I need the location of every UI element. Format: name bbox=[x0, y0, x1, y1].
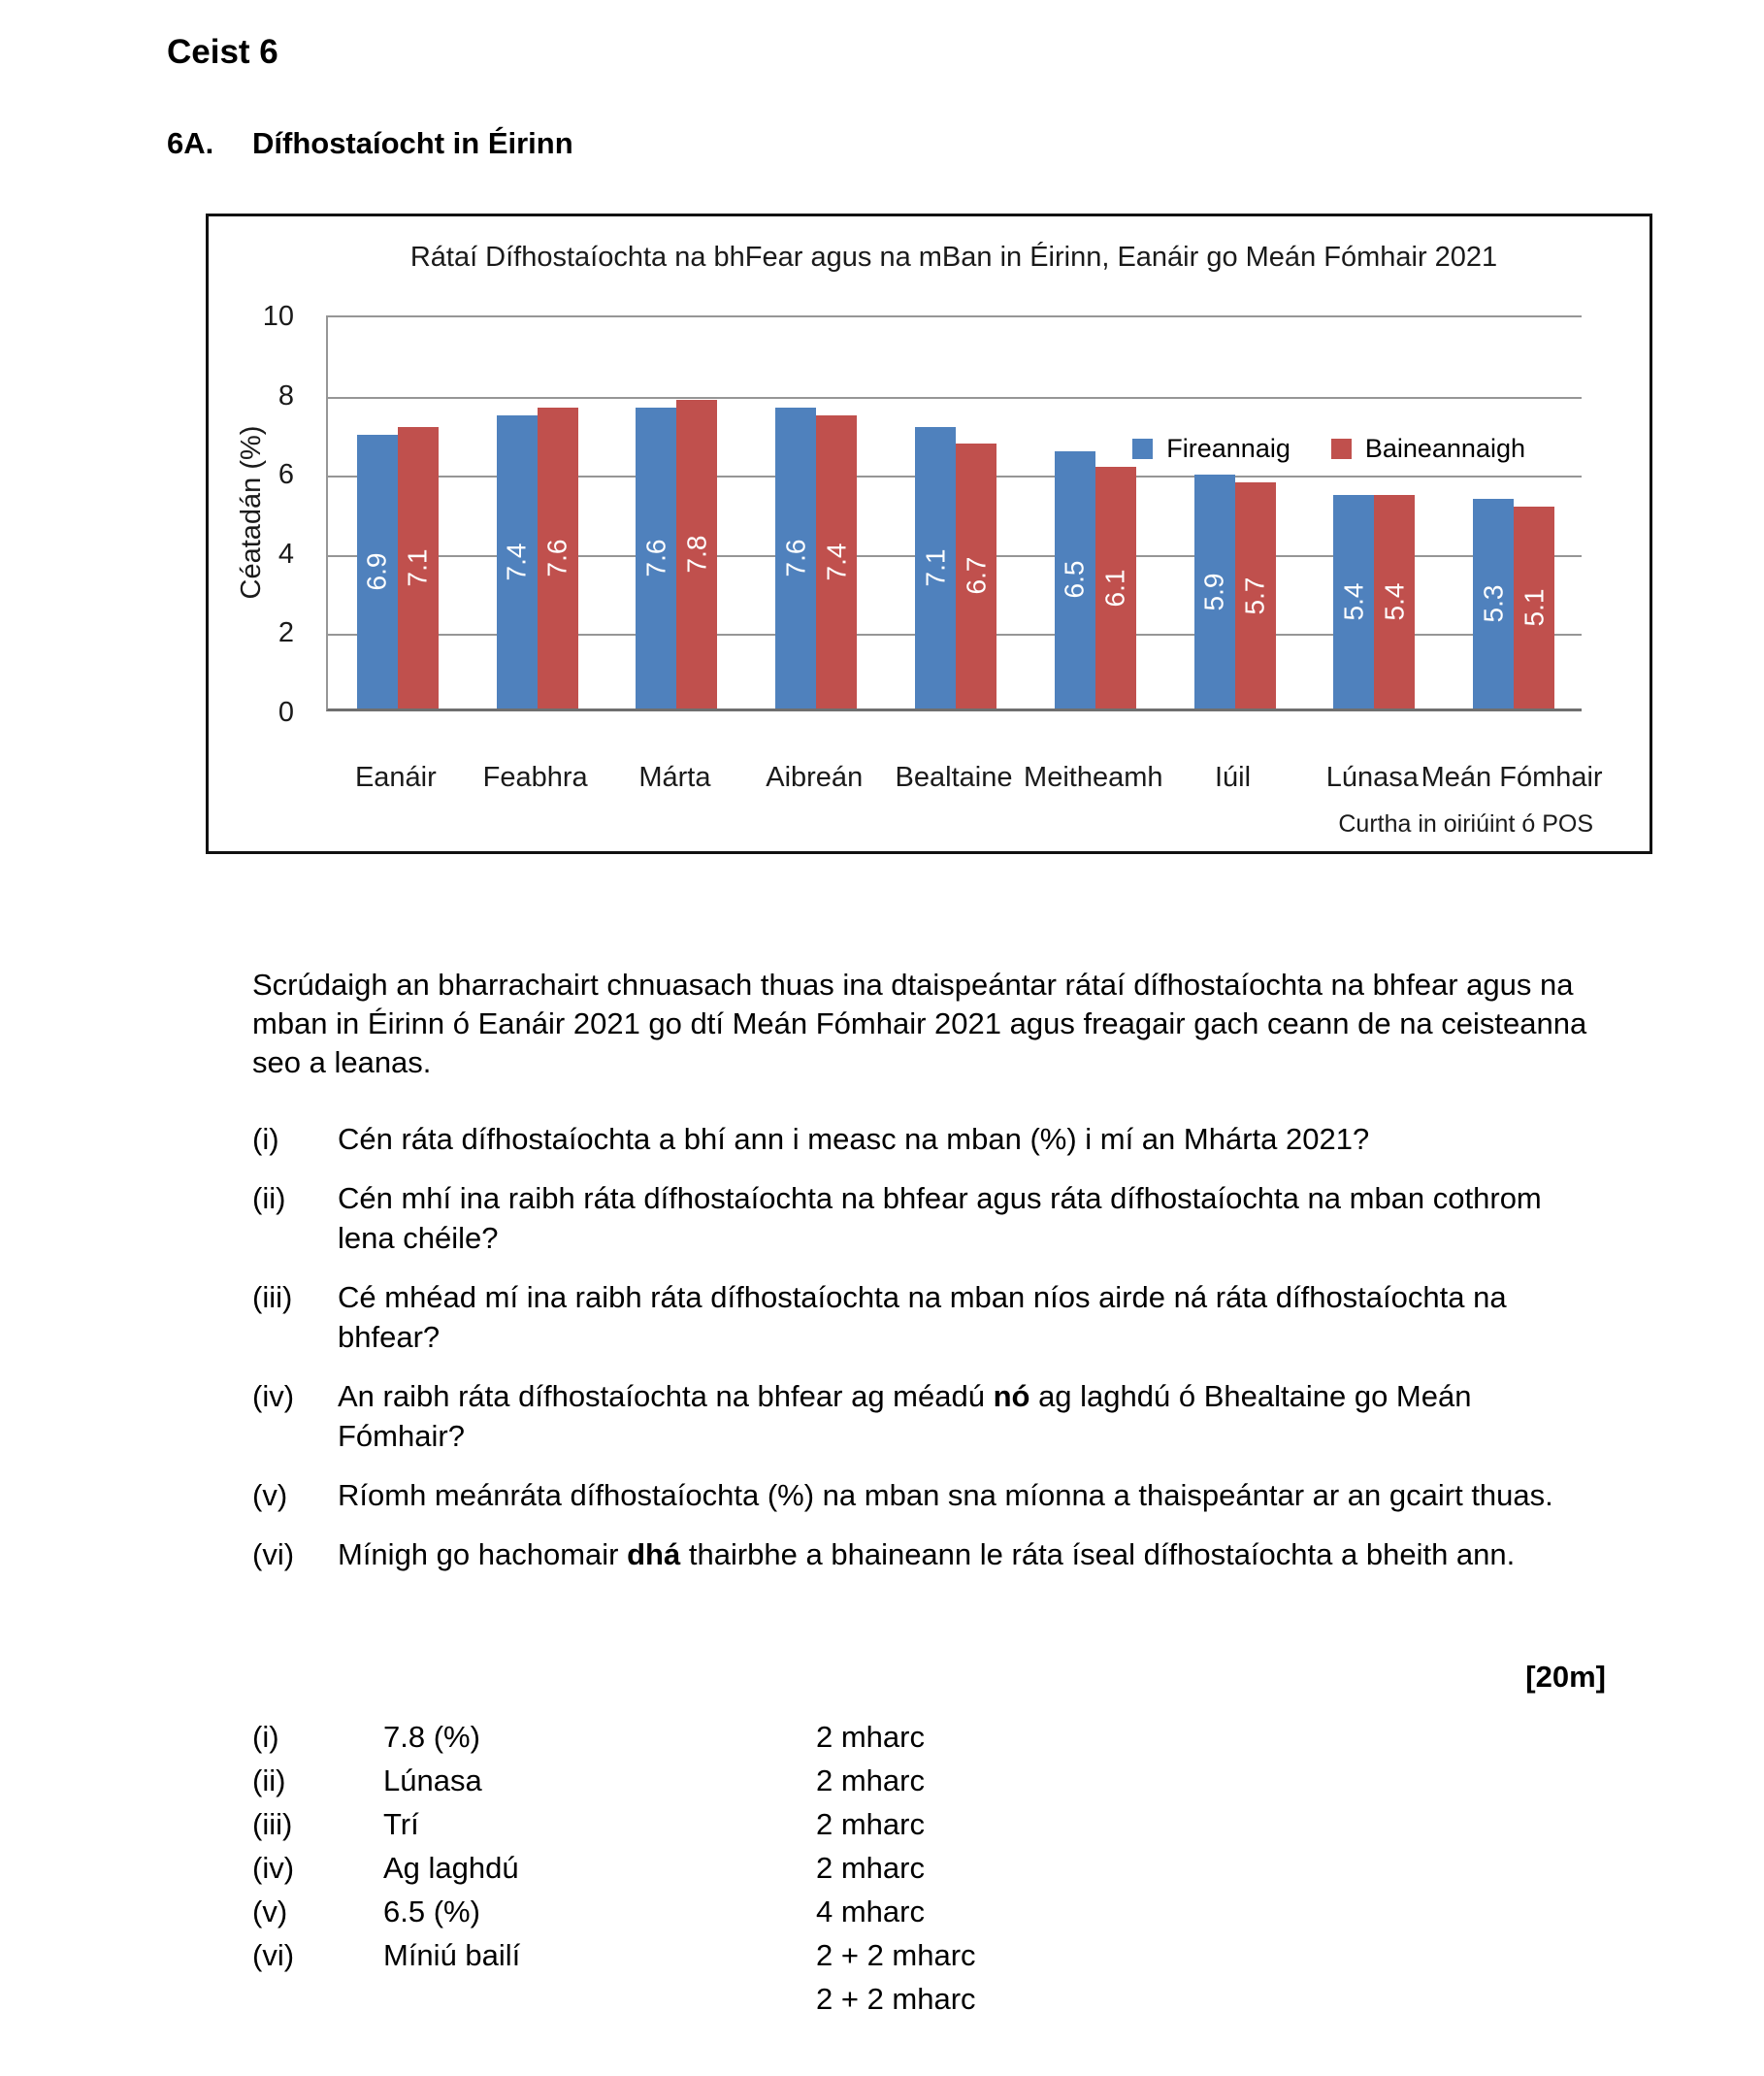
bar-fireannaig-5 bbox=[915, 427, 956, 708]
y-tick-label: 8 bbox=[278, 379, 294, 412]
bar-value-label: 7.4 bbox=[501, 543, 532, 581]
y-tick-label: 0 bbox=[278, 697, 294, 728]
answer-marks: 4 mharc bbox=[816, 1895, 925, 1928]
question-text-segment: ag laghdú ó Bhealtaine go Meán Fómhair? bbox=[338, 1379, 1472, 1453]
bar-value-label: 6.7 bbox=[961, 556, 991, 595]
answer-marks: 2 mharc bbox=[816, 1720, 925, 1754]
question-number: (i) bbox=[252, 1122, 279, 1156]
legend-item-baineannaigh bbox=[1331, 434, 1525, 464]
answer-value: Ag laghdú bbox=[383, 1851, 519, 1885]
bar-fireannaig-2 bbox=[497, 415, 538, 708]
plot-area bbox=[326, 315, 1582, 711]
legend-label: Fireannaig bbox=[1166, 434, 1290, 463]
bar-value-label: 6.9 bbox=[361, 552, 392, 591]
bar-fireannaig-1 bbox=[357, 435, 398, 708]
answer-value: 6.5 (%) bbox=[383, 1895, 480, 1928]
bar-baineannaigh-6 bbox=[1095, 467, 1136, 708]
bar-value-label: 5.3 bbox=[1478, 584, 1509, 623]
bar-baineannaigh-1 bbox=[398, 427, 439, 708]
gridline-8 bbox=[328, 397, 1582, 399]
bar-value-label: 5.1 bbox=[1519, 588, 1550, 627]
chart-title: Rátaí Dífhostaíochta na bhFear agus na mBan in Éirinn, Eanáir go Meán Fómhair 2021 bbox=[409, 242, 1498, 273]
bar-value-label: 5.9 bbox=[1198, 573, 1229, 611]
x-label-2: Feabhra bbox=[482, 762, 588, 793]
bar-baineannaigh-3 bbox=[676, 400, 717, 708]
question-text-segment: An raibh ráta dífhostaíochta na bhfear ag méadú bbox=[338, 1379, 994, 1413]
question-number: (vi) bbox=[252, 1537, 295, 1571]
page-title: Ceist 6 bbox=[167, 33, 278, 71]
question-text bbox=[338, 1178, 1606, 1258]
y-tick-label: 2 bbox=[278, 617, 294, 649]
answer-row bbox=[252, 1938, 1606, 1982]
chart-source-note: Curtha in oiriúint ó POS bbox=[1338, 810, 1593, 838]
answer-row bbox=[252, 1982, 1606, 2026]
bar-value-label: 7.6 bbox=[640, 539, 671, 577]
intro-paragraph: Scrúdaigh an bharrachairt chnuasach thuas ina dtaispeántar rátaí dífhostaíochta na bhfear agus na mban in Éirinn ó Eanáir 2021 go dtí Meán Fómhair 2021 agus freagair gach ceann de na ceisteanna seo a leanas. bbox=[252, 968, 1587, 1079]
section-heading bbox=[167, 126, 573, 161]
answer-value: 7.8 (%) bbox=[383, 1720, 480, 1754]
answer-row bbox=[252, 1763, 1606, 1807]
answer-marks: 2 mharc bbox=[816, 1851, 925, 1885]
question-text bbox=[338, 1534, 1606, 1574]
answer-number: (ii) bbox=[252, 1763, 286, 1797]
x-label-5: Bealtaine bbox=[895, 762, 1013, 793]
chart-legend bbox=[1132, 434, 1525, 464]
question-item-ii bbox=[252, 1178, 1606, 1258]
bar-value-label: 7.1 bbox=[920, 548, 950, 587]
bar-fireannaig-6 bbox=[1055, 451, 1095, 708]
bar-value-label: 5.4 bbox=[1379, 582, 1410, 621]
x-label-4: Aibreán bbox=[766, 762, 864, 793]
answer-value: Trí bbox=[383, 1807, 419, 1841]
question-text bbox=[338, 1475, 1606, 1515]
question-list bbox=[252, 1119, 1606, 1594]
y-tick-label: 4 bbox=[278, 538, 294, 570]
x-label-9: Meán Fómhair bbox=[1421, 762, 1603, 793]
answer-number: (vi) bbox=[252, 1938, 295, 1972]
bar-value-label: 6.5 bbox=[1059, 560, 1090, 599]
x-label-8: Lúnasa bbox=[1325, 762, 1419, 793]
question-number: (ii) bbox=[252, 1181, 286, 1215]
bar-value-label: 6.1 bbox=[1099, 569, 1130, 608]
question-number: (iv) bbox=[252, 1379, 295, 1413]
question-text bbox=[338, 1277, 1606, 1357]
answer-row bbox=[252, 1851, 1606, 1895]
question-bold-word: dhá bbox=[627, 1537, 681, 1571]
answer-row bbox=[252, 1807, 1606, 1851]
answer-key bbox=[252, 1720, 1606, 2026]
question-text-segment: thairbhe a bhaineann le ráta íseal dífhostaíochta a bheith ann. bbox=[680, 1537, 1516, 1571]
question-text-segment: Cén mhí ina raibh ráta dífhostaíochta na bhfear agus ráta dífhostaíochta na mban cothrom lena chéile? bbox=[338, 1181, 1542, 1255]
bar-baineannaigh-8 bbox=[1374, 495, 1415, 708]
bar-value-label: 7.1 bbox=[402, 548, 433, 587]
legend-item-fireannaig bbox=[1132, 434, 1290, 464]
question-item-i bbox=[252, 1119, 1606, 1159]
legend-swatch-icon bbox=[1132, 439, 1153, 459]
x-label-7: Iúil bbox=[1215, 762, 1252, 793]
legend-swatch-icon bbox=[1331, 439, 1352, 459]
bar-fireannaig-7 bbox=[1194, 475, 1235, 708]
question-bold-word: nó bbox=[993, 1379, 1030, 1413]
answer-value: Lúnasa bbox=[383, 1763, 482, 1797]
y-tick-label: 10 bbox=[262, 301, 294, 332]
total-marks: [20m] bbox=[1525, 1660, 1606, 1694]
section-number: 6A. bbox=[167, 126, 214, 160]
legend-label: Baineannaigh bbox=[1364, 434, 1525, 463]
question-item-iii bbox=[252, 1277, 1606, 1357]
bar-baineannaigh-4 bbox=[816, 415, 857, 708]
question-item-vi bbox=[252, 1534, 1606, 1574]
y-axis-title: Céatadán (%) bbox=[236, 425, 267, 600]
answer-row bbox=[252, 1895, 1606, 1938]
question-text-segment: Ríomh meánráta dífhostaíochta (%) na mban sna míonna a thaispeántar ar an gcairt thuas. bbox=[338, 1478, 1553, 1512]
answer-number: (iii) bbox=[252, 1807, 293, 1841]
bar-value-label: 7.4 bbox=[821, 543, 852, 581]
bar-baineannaigh-9 bbox=[1514, 507, 1554, 708]
x-label-3: Márta bbox=[638, 762, 711, 793]
question-text-segment: Mínigh go hachomair bbox=[338, 1537, 628, 1571]
answer-number: (i) bbox=[252, 1720, 279, 1754]
bar-chart bbox=[206, 214, 1652, 854]
answer-marks: 2 + 2 mharc bbox=[816, 1938, 976, 1972]
bar-value-label: 5.7 bbox=[1239, 577, 1270, 615]
answer-marks: 2 mharc bbox=[816, 1807, 925, 1841]
bar-baineannaigh-2 bbox=[538, 408, 578, 708]
question-item-iv bbox=[252, 1376, 1606, 1456]
bar-fireannaig-3 bbox=[636, 408, 676, 708]
bar-value-label: 7.6 bbox=[780, 539, 811, 577]
bar-fireannaig-4 bbox=[775, 408, 816, 708]
question-text-segment: Cé mhéad mí ina raibh ráta dífhostaíochta na mban níos airde ná ráta dífhostaíochta na bhfear? bbox=[338, 1280, 1507, 1354]
bar-baineannaigh-7 bbox=[1235, 482, 1276, 708]
section-title: Dífhostaíocht in Éirinn bbox=[252, 126, 573, 160]
bar-fireannaig-9 bbox=[1473, 499, 1514, 708]
answer-row bbox=[252, 1720, 1606, 1763]
bar-baineannaigh-5 bbox=[956, 444, 996, 708]
answer-value: Míniú bailí bbox=[383, 1938, 521, 1972]
x-label-1: Eanáir bbox=[354, 762, 437, 793]
question-text bbox=[338, 1376, 1606, 1456]
y-tick-label: 6 bbox=[278, 459, 294, 491]
bar-value-label: 7.8 bbox=[681, 535, 712, 574]
answer-number: (v) bbox=[252, 1895, 288, 1928]
answer-number: (iv) bbox=[252, 1851, 295, 1885]
bar-value-label: 7.6 bbox=[541, 539, 572, 577]
answer-marks: 2 mharc bbox=[816, 1763, 925, 1797]
question-text bbox=[338, 1119, 1606, 1159]
bar-value-label: 5.4 bbox=[1338, 582, 1369, 621]
bar-fireannaig-8 bbox=[1333, 495, 1374, 708]
question-number: (v) bbox=[252, 1478, 288, 1512]
x-label-6: Meitheamh bbox=[1024, 762, 1163, 793]
question-item-v bbox=[252, 1475, 1606, 1515]
question-number: (iii) bbox=[252, 1280, 293, 1314]
question-text-segment: Cén ráta dífhostaíochta a bhí ann i measc na mban (%) i mí an Mhárta 2021? bbox=[338, 1122, 1370, 1156]
answer-marks: 2 + 2 mharc bbox=[816, 1982, 976, 2016]
